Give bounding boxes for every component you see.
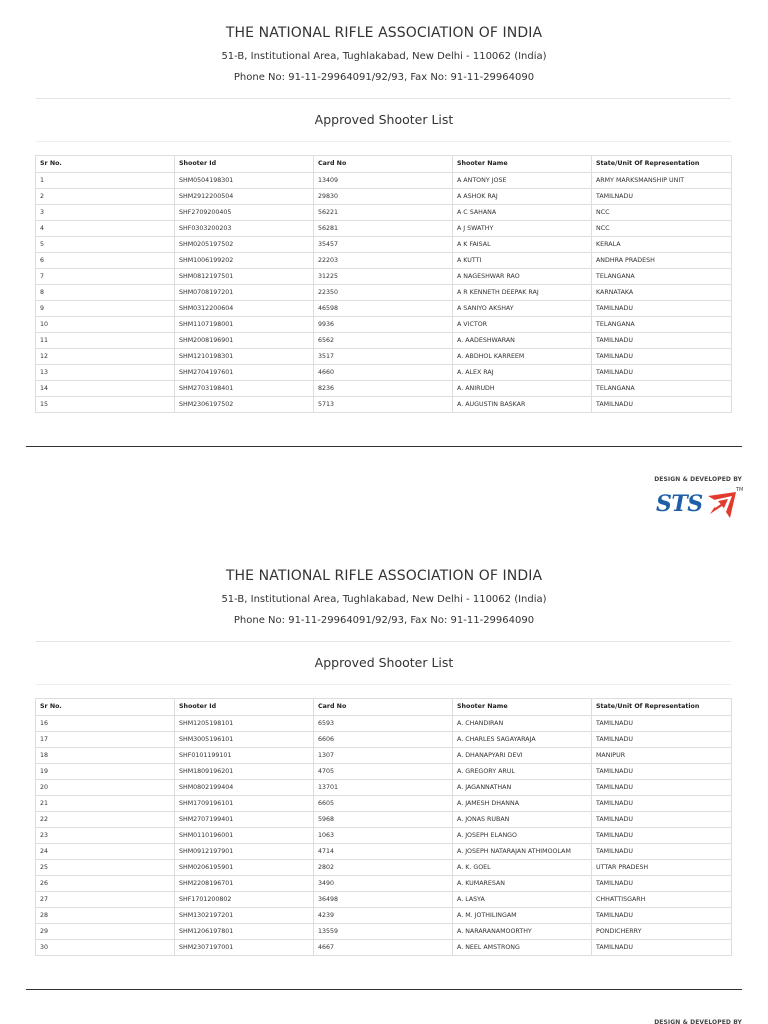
table-cell: A. CHARLES SAGAYARAJA — [453, 731, 592, 747]
table-cell: A J SWATHY — [453, 220, 592, 236]
table-cell: 23 — [36, 827, 175, 843]
sts-logo-text: STS — [656, 491, 703, 517]
table-cell: 13 — [36, 364, 175, 380]
table-cell: SHM1809196201 — [175, 763, 314, 779]
table-cell: TAMILNADU — [592, 348, 732, 364]
shooter-table — [35, 155, 732, 413]
table-cell: 22203 — [314, 252, 453, 268]
table-row — [36, 811, 732, 827]
table-cell: SHM1709196101 — [175, 795, 314, 811]
table-header-row — [36, 156, 732, 173]
table-cell: SHM1006199202 — [175, 252, 314, 268]
table-cell: TAMILNADU — [592, 939, 732, 955]
table-cell: TAMILNADU — [592, 763, 732, 779]
table-cell: 21 — [36, 795, 175, 811]
column-header: Sr No. — [36, 699, 175, 716]
table-cell: 46598 — [314, 300, 453, 316]
column-header: State/Unit Of Representation — [592, 699, 732, 716]
table-cell: A VICTOR — [453, 316, 592, 332]
table-cell: SHM0206195901 — [175, 859, 314, 875]
footer-divider — [26, 446, 742, 447]
table-cell: SHM1302197201 — [175, 907, 314, 923]
table-cell: TAMILNADU — [592, 907, 732, 923]
table-cell: A. JAMESH DHANNA — [453, 795, 592, 811]
table-cell: NCC — [592, 204, 732, 220]
table-cell: 6606 — [314, 731, 453, 747]
table-cell: 13559 — [314, 923, 453, 939]
table-cell: TAMILNADU — [592, 843, 732, 859]
table-row — [36, 300, 732, 316]
table-cell: 19 — [36, 763, 175, 779]
table-cell: A C SAHANA — [453, 204, 592, 220]
table-row — [36, 364, 732, 380]
table-cell: CHHATTISGARH — [592, 891, 732, 907]
table-cell: A. JOSEPH NATARAJAN ATHIMOOLAM — [453, 843, 592, 859]
table-row — [36, 763, 732, 779]
table-cell: A. DHANAPYARI DEVI — [453, 747, 592, 763]
table-cell: SHF1701200802 — [175, 891, 314, 907]
table-cell: TAMILNADU — [592, 300, 732, 316]
table-row — [36, 252, 732, 268]
table-cell: 28 — [36, 907, 175, 923]
table-row — [36, 236, 732, 252]
table-cell: 5713 — [314, 396, 453, 412]
table-row — [36, 316, 732, 332]
table-row — [36, 220, 732, 236]
table-cell: 13409 — [314, 172, 453, 188]
table-cell: TELANGANA — [592, 380, 732, 396]
table-cell: 6593 — [314, 715, 453, 731]
table-cell: 56281 — [314, 220, 453, 236]
table-cell: 8236 — [314, 380, 453, 396]
table-cell: 6562 — [314, 332, 453, 348]
header-divider — [36, 98, 731, 99]
table-cell: SHM1206197801 — [175, 923, 314, 939]
table-cell: 26 — [36, 875, 175, 891]
table-cell: KERALA — [592, 236, 732, 252]
table-cell: UTTAR PRADESH — [592, 859, 732, 875]
table-cell: 5968 — [314, 811, 453, 827]
table-cell: SHM2208196701 — [175, 875, 314, 891]
table-cell: 20 — [36, 779, 175, 795]
table-cell: SHM2008196901 — [175, 332, 314, 348]
shooter-table — [35, 698, 732, 956]
table-row — [36, 923, 732, 939]
table-cell: SHM1210198301 — [175, 348, 314, 364]
table-cell: 36498 — [314, 891, 453, 907]
table-cell: A. JONAS RUBAN — [453, 811, 592, 827]
table-row — [36, 891, 732, 907]
column-header: Sr No. — [36, 156, 175, 173]
table-cell: PONDICHERRY — [592, 923, 732, 939]
table-cell: 4667 — [314, 939, 453, 955]
table-cell: 1063 — [314, 827, 453, 843]
table-cell: TAMILNADU — [592, 731, 732, 747]
table-header-row — [36, 699, 732, 716]
table-cell: 18 — [36, 747, 175, 763]
table-cell: 22350 — [314, 284, 453, 300]
table-cell: 15 — [36, 396, 175, 412]
table-cell: 35457 — [314, 236, 453, 252]
table-cell: 8 — [36, 284, 175, 300]
table-cell: 56221 — [314, 204, 453, 220]
table-row — [36, 204, 732, 220]
table-cell: ANDHRA PRADESH — [592, 252, 732, 268]
table-cell: 2802 — [314, 859, 453, 875]
table-cell: SHM0110196001 — [175, 827, 314, 843]
table-cell: MANIPUR — [592, 747, 732, 763]
table-cell: A. ANIRUDH — [453, 380, 592, 396]
table-cell: A. AUGUSTIN BASKAR — [453, 396, 592, 412]
table-row — [36, 396, 732, 412]
table-cell: TAMILNADU — [592, 364, 732, 380]
column-header: Shooter Name — [453, 156, 592, 173]
table-row — [36, 284, 732, 300]
table-cell: 29830 — [314, 188, 453, 204]
table-cell: A. JAGANNATHAN — [453, 779, 592, 795]
table-cell: TAMILNADU — [592, 332, 732, 348]
list-title: Approved Shooter List — [314, 112, 454, 127]
table-row — [36, 332, 732, 348]
table-cell: 1307 — [314, 747, 453, 763]
table-cell: A ANTONY JOSE — [453, 172, 592, 188]
column-header: State/Unit Of Representation — [592, 156, 732, 173]
table-cell: 14 — [36, 380, 175, 396]
table-cell: SHM0708197201 — [175, 284, 314, 300]
table-cell: SHM1107198001 — [175, 316, 314, 332]
table-row — [36, 843, 732, 859]
table-cell: A K FAISAL — [453, 236, 592, 252]
table-cell: SHM2306197502 — [175, 396, 314, 412]
table-cell: TAMILNADU — [592, 795, 732, 811]
table-cell: 27 — [36, 891, 175, 907]
table-cell: TAMILNADU — [592, 779, 732, 795]
table-cell: SHM2703198401 — [175, 380, 314, 396]
table-row — [36, 380, 732, 396]
organization-phone: Phone No: 91-11-29964091/92/93, Fax No: 91-11-29964090 — [233, 615, 535, 626]
table-cell: SHM2912200504 — [175, 188, 314, 204]
table-cell: SHM2707199401 — [175, 811, 314, 827]
table-row — [36, 907, 732, 923]
design-credit: DESIGN & DEVELOPED BY — [654, 1019, 742, 1024]
table-cell: 6 — [36, 252, 175, 268]
table-cell: 4660 — [314, 364, 453, 380]
table-cell: 5 — [36, 236, 175, 252]
table-cell: TAMILNADU — [592, 811, 732, 827]
table-row — [36, 827, 732, 843]
table-row — [36, 348, 732, 364]
table-row — [36, 875, 732, 891]
table-cell: SHM1205198101 — [175, 715, 314, 731]
table-cell: 13701 — [314, 779, 453, 795]
table-cell: 1 — [36, 172, 175, 188]
column-header: Card No — [314, 156, 453, 173]
table-cell: A. JOSEPH ELANGO — [453, 827, 592, 843]
table-cell: 9 — [36, 300, 175, 316]
table-cell: A. M. JOTHILINGAM — [453, 907, 592, 923]
table-cell: 6605 — [314, 795, 453, 811]
table-cell: 7 — [36, 268, 175, 284]
table-row — [36, 268, 732, 284]
table-cell: KARNATAKA — [592, 284, 732, 300]
column-header: Shooter Name — [453, 699, 592, 716]
table-cell: ARMY MARKSMANSHIP UNIT — [592, 172, 732, 188]
document-page-2 — [0, 543, 768, 1024]
table-cell: 22 — [36, 811, 175, 827]
sts-trademark: TM — [736, 487, 744, 493]
sts-logo — [656, 487, 746, 523]
footer-divider — [26, 989, 742, 990]
table-cell: A R KENNETH DEEPAK RAJ — [453, 284, 592, 300]
table-cell: SHM0504198301 — [175, 172, 314, 188]
table-cell: SHM2307197001 — [175, 939, 314, 955]
table-cell: 10 — [36, 316, 175, 332]
table-cell: 4 — [36, 220, 175, 236]
table-cell: A. AADESHWARAN — [453, 332, 592, 348]
table-cell: TAMILNADU — [592, 827, 732, 843]
title-divider — [36, 141, 731, 142]
table-cell: 17 — [36, 731, 175, 747]
table-cell: A. KUMARESAN — [453, 875, 592, 891]
table-cell: TAMILNADU — [592, 396, 732, 412]
table-cell: A. K. GOEL — [453, 859, 592, 875]
table-cell: SHM0312200604 — [175, 300, 314, 316]
table-cell: SHF0303200203 — [175, 220, 314, 236]
table-cell: A NAGESHWAR RAO — [453, 268, 592, 284]
table-cell: A. NARARANAMOORTHY — [453, 923, 592, 939]
header-divider — [36, 641, 731, 642]
column-header: Card No — [314, 699, 453, 716]
table-cell: 3490 — [314, 875, 453, 891]
table-cell: A. LASYA — [453, 891, 592, 907]
table-cell: SHF0101199101 — [175, 747, 314, 763]
table-cell: A. ABDHOL KARREEM — [453, 348, 592, 364]
table-cell: SHF2709200405 — [175, 204, 314, 220]
organization-address: 51-B, Institutional Area, Tughlakabad, New Delhi - 110062 (India) — [221, 51, 547, 62]
table-row — [36, 939, 732, 955]
table-row — [36, 172, 732, 188]
table-cell: TELANGANA — [592, 316, 732, 332]
column-header: Shooter Id — [175, 699, 314, 716]
table-cell: TAMILNADU — [592, 875, 732, 891]
table-cell: NCC — [592, 220, 732, 236]
table-cell: 4705 — [314, 763, 453, 779]
table-cell: 2 — [36, 188, 175, 204]
table-cell: 24 — [36, 843, 175, 859]
table-row — [36, 779, 732, 795]
list-title: Approved Shooter List — [314, 655, 454, 670]
table-cell: A. NEEL AMSTRONG — [453, 939, 592, 955]
table-row — [36, 715, 732, 731]
table-cell: 9936 — [314, 316, 453, 332]
organization-phone: Phone No: 91-11-29964091/92/93, Fax No: 91-11-29964090 — [233, 72, 535, 83]
table-cell: SHM0802199404 — [175, 779, 314, 795]
column-header: Shooter Id — [175, 156, 314, 173]
table-cell: 11 — [36, 332, 175, 348]
title-divider — [36, 684, 731, 685]
table-row — [36, 747, 732, 763]
organization-title: THE NATIONAL RIFLE ASSOCIATION OF INDIA — [225, 25, 543, 41]
table-cell: 4714 — [314, 843, 453, 859]
table-row — [36, 795, 732, 811]
table-cell: TAMILNADU — [592, 188, 732, 204]
table-cell: 29 — [36, 923, 175, 939]
table-cell: TAMILNADU — [592, 715, 732, 731]
table-row — [36, 188, 732, 204]
table-cell: SHM0812197501 — [175, 268, 314, 284]
table-cell: 30 — [36, 939, 175, 955]
table-cell: 3517 — [314, 348, 453, 364]
table-cell: SHM3005196101 — [175, 731, 314, 747]
table-cell: 12 — [36, 348, 175, 364]
table-row — [36, 859, 732, 875]
organization-address: 51-B, Institutional Area, Tughlakabad, New Delhi - 110062 (India) — [221, 594, 547, 605]
table-cell: SHM0205197502 — [175, 236, 314, 252]
table-cell: A. ALEX RAJ — [453, 364, 592, 380]
table-cell: 31225 — [314, 268, 453, 284]
table-cell: SHM0912197901 — [175, 843, 314, 859]
table-row — [36, 731, 732, 747]
table-cell: 4239 — [314, 907, 453, 923]
table-cell: 16 — [36, 715, 175, 731]
table-cell: TELANGANA — [592, 268, 732, 284]
table-cell: A. GREGORY ARUL — [453, 763, 592, 779]
table-cell: SHM2704197601 — [175, 364, 314, 380]
table-cell: A KUTTI — [453, 252, 592, 268]
design-credit: DESIGN & DEVELOPED BY — [654, 476, 742, 483]
table-cell: A. CHANDIRAN — [453, 715, 592, 731]
table-cell: A SANIYO AKSHAY — [453, 300, 592, 316]
organization-title: THE NATIONAL RIFLE ASSOCIATION OF INDIA — [225, 568, 543, 584]
table-cell: 25 — [36, 859, 175, 875]
table-cell: 3 — [36, 204, 175, 220]
table-cell: A ASHOK RAJ — [453, 188, 592, 204]
sts-star-icon — [704, 490, 740, 520]
